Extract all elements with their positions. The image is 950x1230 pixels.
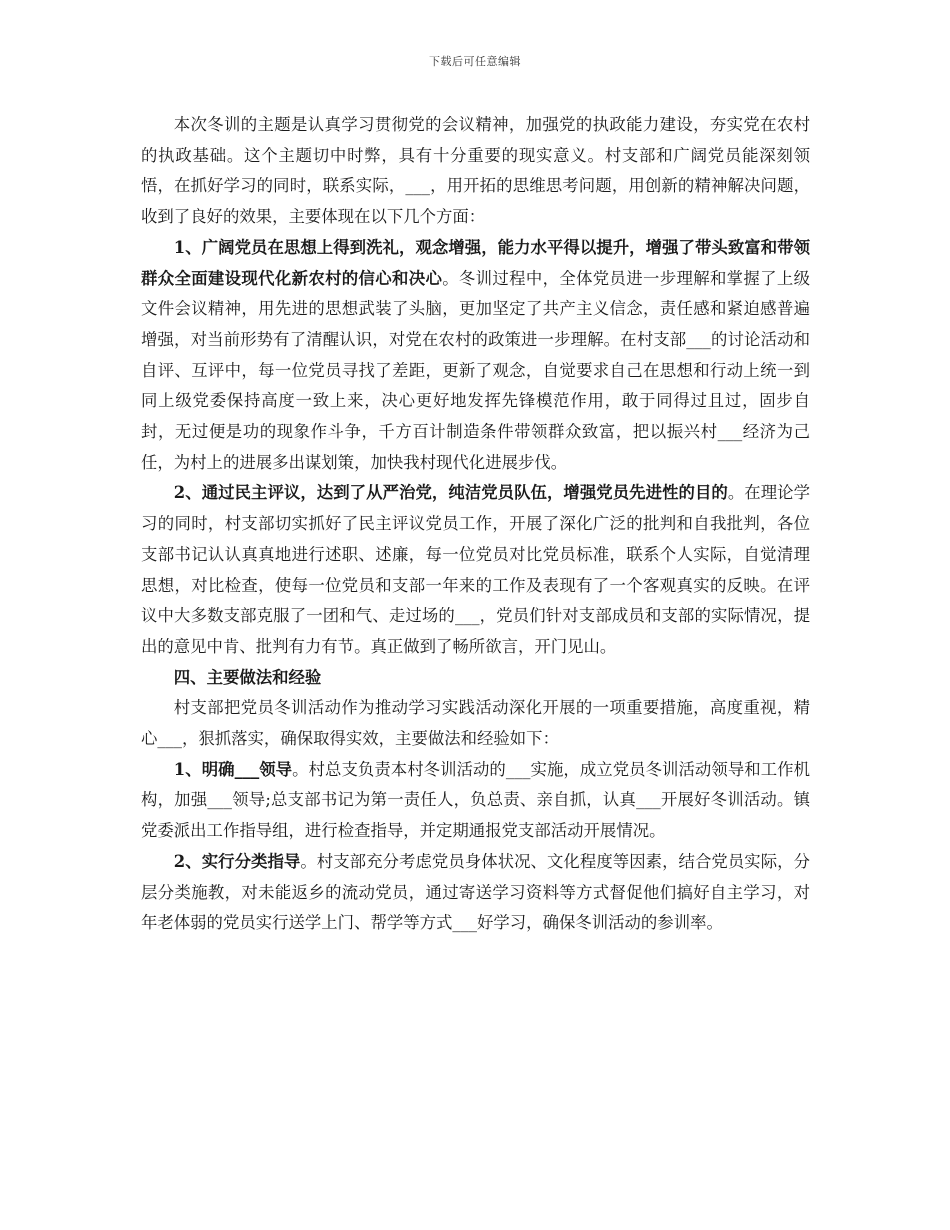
point-1-heading: 1、广阔党员在思想上得到洗礼，观念增强，能力水平得以提升，增强了带头致富和带领群众全面建设现代化新农村的信心和决心 — [141, 237, 810, 288]
method-1-paragraph — [141, 755, 810, 847]
page-header-note: 下载后可任意编辑 — [429, 55, 521, 68]
point-2-text: 。在理论学习的同时，村支部切实抓好了民主评议党员工作，开展了深化广泛的批判和自我批判，各位支部书记认认真真地进行述职、述廉，每一位党员对比党员标准，联系个人实际，自觉清理思想，对比检查，使每一位党员和支部一年来的工作及表现有了一个客观真实的反映。在评议中大多数支部克服了一团和气、走过场的___，党员们针对支部成员和支部的实际情况，提出的意见中肯、批判有力有节。真正做到了畅所欲言，开门见山。 — [141, 483, 811, 656]
point-1-paragraph — [141, 233, 810, 479]
method-1-text: 。村总支负责本村冬训活动的___实施，成立党员冬训活动领导和工作机构，加强___领导;总支部书记为第一责任人，负总责、亲自抓，认真___开展好冬训活动。镇党委派出工作指导组，进行检查指导，并定期通报党支部活动开展情况。 — [141, 759, 810, 841]
point-1-text: 。冬训过程中，全体党员进一步理解和掌握了上级文件会议精神，用先进的思想武装了头脑，更加坚定了共产主义信念，责任感和紧迫感普遍增强，对当前形势有了清醒认识，对党在农村的政策进一步理解。在村支部___的讨论活动和自评、互评中，每一位党员寻找了差距，更新了观念，自觉要求自己在思想和行动上统一到同上级党委保持高度一致上来，决心更好地发挥先锋模范作用，敢于同得过且过，固步自封，无过便是功的现象作斗争，千方百计制造条件带领群众致富，把以振兴村___经济为己任，为村上的进展多出谋划策，加快我村现代化进展步伐。 — [141, 268, 810, 472]
method-1-heading: 1、明确___领导 — [173, 759, 293, 779]
point-2-heading: 2、通过民主评议，达到了从严治党，纯洁党员队伍，增强党员先进性的目的 — [173, 483, 728, 503]
section-4-intro: 村支部把党员冬训活动作为推动学习实践活动深化开展的一项重要措施，高度重视，精心___，狠抓落实，确保取得实效，主要做法和经验如下： — [141, 698, 810, 749]
method-2-heading: 2、实行分类指导 — [173, 851, 301, 871]
point-2-paragraph — [141, 478, 810, 662]
method-2-paragraph — [141, 847, 810, 939]
section-4-title: 四、主要做法和经验 — [173, 667, 322, 687]
intro-paragraph: 本次冬训的主题是认真学习贯彻党的会议精神，加强党的执政能力建设，夯实党在农村的执政基础。这个主题切中时弊，具有十分重要的现实意义。村支部和广阔党员能深刻领悟，在抓好学习的同时，联系实际，___，用开拓的思维思考问题，用创新的精神解决问题，收到了良好的效果，主要体现在以下几个方面： — [141, 115, 810, 227]
method-2-text: 。村支部充分考虑党员身体状况、文化程度等因素，结合党员实际，分层分类施教，对未能返乡的流动党员，通过寄送学习资料等方式督促他们搞好自主学习，对年老体弱的党员实行送学上门、帮学等方式___好学习，确保冬训活动的参训率。 — [141, 851, 811, 933]
document-body — [141, 110, 810, 939]
